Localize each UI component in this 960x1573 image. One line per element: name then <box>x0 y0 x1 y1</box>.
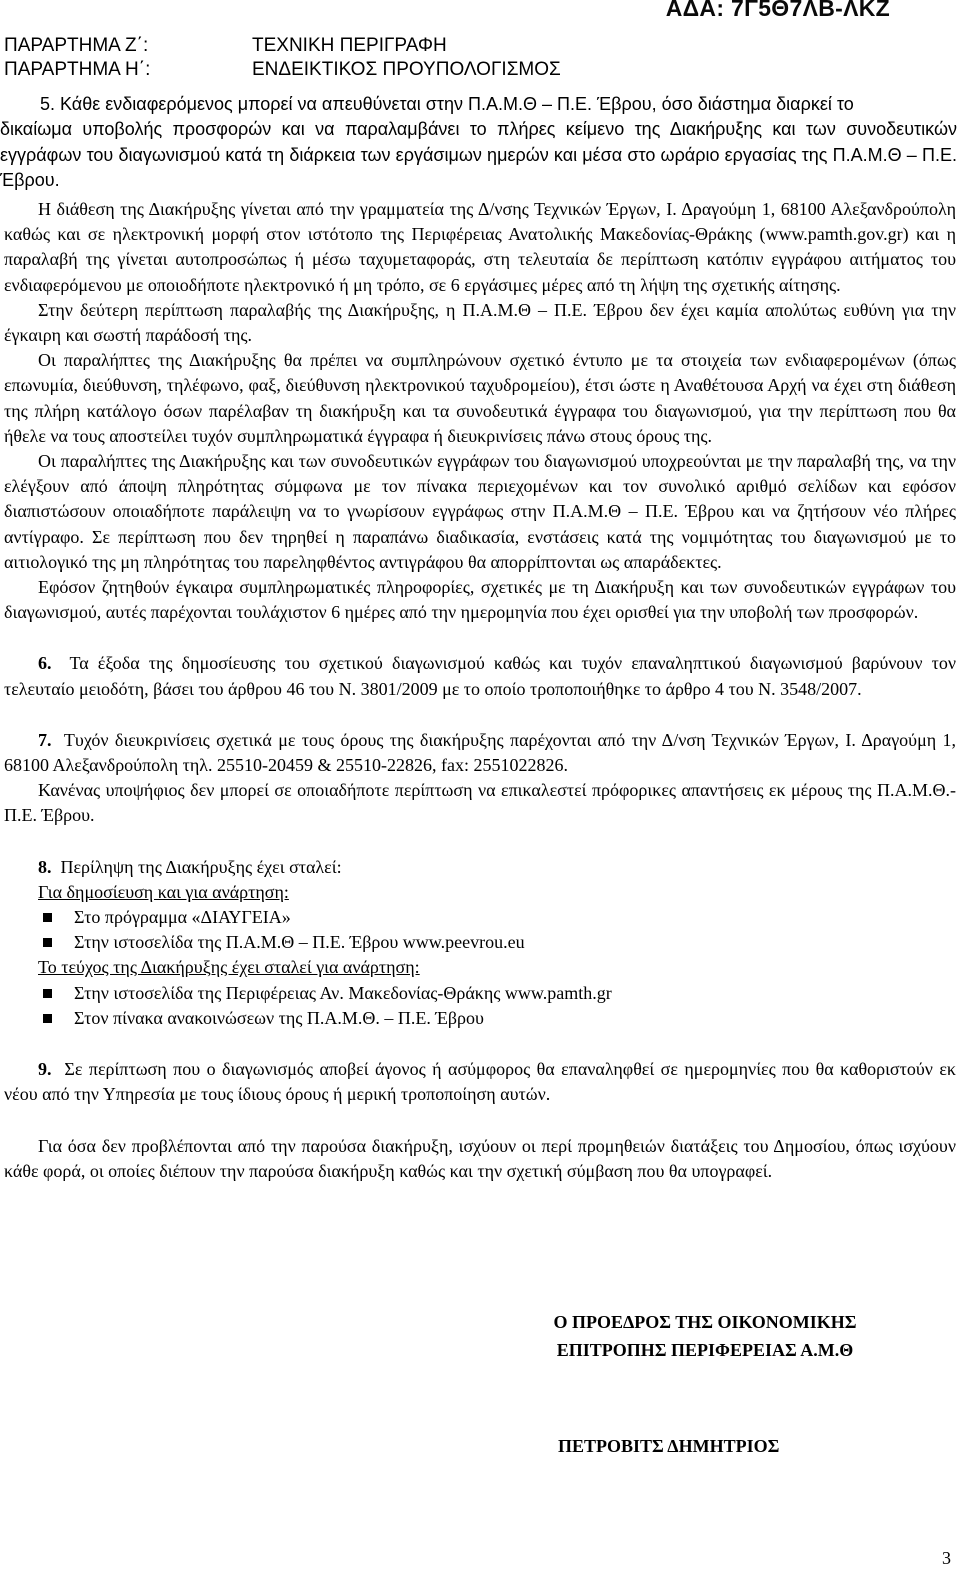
annex-row <box>4 35 447 57</box>
subheading: Για δημοσίευση και για ανάρτηση: <box>38 881 289 902</box>
item-8 <box>4 855 956 880</box>
paragraph: Οι παραλήπτες της Διακήρυξης θα πρέπει να συμπληρώνουν σχετικό έντυπο με τα στοιχεία των ενδιαφερομένων (όπως επωνυμία, διεύθυνση, τηλέφωνο, φαξ, διεύθυνση ηλεκτρονικού ταχυδρομείου), έτσι ώστε η Αναθέτουσα Αρχή να έχει στη διάθεση της πλήρη κατάλογο όσων παρέλαβαν τη διακήρυξη και τα συνοδευτικά έγγραφα του διαγωνισμού, για την περίπτωση που θα ήθελε να τους αποστείλει τυχόν συμπληρωματικά έγγραφα ή διευκρινίσεις πάνω στους όρους της. <box>4 350 956 446</box>
annex-title: ΕΝΔΕΙΚΤΙΚΟΣ ΠΡΟΥΠΟΛΟΓΙΣΜΟΣ <box>252 59 561 80</box>
paragraph: Η διάθεση της Διακήρυξης γίνεται από την γραμματεία της Δ/νσης Τεχνικών Έργων, Ι. Δραγούμη 1, 68100 Αλεξανδρούπολη καθώς και σε ηλεκτρονική μορφή στον ιστότοπο της Περιφέρειας Ανατολικής Μακεδονίας-Θράκης (www.pamth.gov.gr) και η παραλαβή της γίνεται αυτοπροσώπως ή μέσω ταχυμεταφοράς, στη τελευταία δε περίπτωση κατόπιν εγγράφου αιτήματος του ενδιαφερόμενου με οποιοδήποτε ηλεκτρονικό ή μη τρόπο, σε 6 εργάσιμες μέρες από τη λήψη της σχετικής αίτησης. <box>4 199 956 295</box>
signature-block <box>520 1308 890 1364</box>
paragraph: Στην δεύτερη περίπτωση παραλαβής της Διακήρυξης, η Π.Α.Μ.Θ – Π.Ε. Έβρου δεν έχει καμία απολύτως ευθύνη για την έγκαιρη και σωστή παράδοσή της. <box>4 299 956 346</box>
list-item-text: Στην ιστοσελίδα της Π.Α.Μ.Θ – Π.Ε. Έβρου www.peevrou.eu <box>74 932 525 953</box>
distribution-list <box>4 905 956 955</box>
list-item-text: Στην ιστοσελίδα της Περιφέρειας Αν. Μακεδονίας-Θράκης www.pamth.gr <box>74 982 612 1003</box>
item-text: Περίληψη της Διακήρυξης έχει σταλεί: <box>60 856 342 877</box>
annex-row <box>4 59 561 81</box>
square-bullet-icon <box>43 938 52 947</box>
list-item <box>4 930 956 955</box>
item-number: 8. <box>38 856 52 877</box>
annex-title: ΤΕΧΝΙΚΗ ΠΕΡΙΓΡΑΦΗ <box>252 35 447 56</box>
item-number: 6. <box>38 653 52 674</box>
item-6 <box>4 651 956 701</box>
document-body <box>4 197 956 1184</box>
distribution-list <box>4 981 956 1031</box>
item-number: 9. <box>38 1059 52 1080</box>
subheading: Το τεύχος της Διακήρυξης έχει σταλεί για ανάρτηση: <box>38 957 420 978</box>
signature-title: Ο ΠΡΟΕΔΡΟΣ ΤΗΣ ΟΙΚΟΝΟΜΙΚΗΣ <box>553 1312 857 1332</box>
list-item-text: Στον πίνακα ανακοινώσεων της Π.Α.Μ.Θ. – Π.Ε. Έβρου <box>74 1007 484 1028</box>
list-item <box>4 981 956 1006</box>
signatory-name: ΠΕΤΡΟΒΙΤΣ ΔΗΜΗΤΡΙΟΣ <box>558 1436 780 1456</box>
closing-paragraph: Για όσα δεν προβλέπονται από την παρούσα διακήρυξη, ισχύουν οι περί προμηθειών διατάξεις του Δημοσίου, όπως ισχύουν κάθε φορά, οι οποίες διέπουν την παρούσα διακήρυξη καθώς και την σχετική σύμβαση που θα υπογραφεί. <box>4 1135 956 1181</box>
ada-code: ΑΔΑ: 7Γ5Θ7ΛΒ-ΛΚΖ <box>665 0 890 21</box>
item-text: Σε περίπτωση που ο διαγωνισμός αποβεί άγονος ή ασύμφορος θα επαναληφθεί σε ημερομηνίες που θα καθοριστούν εκ νέου από την Υπηρεσία με τους ίδιους όρους ή μερική τροποποίηση αυτών. <box>4 1059 956 1105</box>
item-text: Τυχόν διευκρινίσεις σχετικά με τους όρους της διακήρυξης παρέχονται από την Δ/νση Τεχνικών Έργων, Ι. Δραγούμη 1, 68100 Αλεξανδρούπολη τηλ. 25510-20459 & 25510-22826, fax: 2551022826. <box>4 729 956 776</box>
paragraph: Οι παραλήπτες της Διακήρυξης και των συνοδευτικών εγγράφων του διαγωνισμού υποχρεούνται με την παραλαβή της, να την ελέγξουν από άποψη πληρότητας σύμφωνα με τον πίνακα περιεχομένων και τον συνολικό αριθμό σελίδων και εφόσον διαπιστώσουν οποιαδήποτε παράλειψη να το γνωρίσουν εγγράφως στην Π.Α.Μ.Θ – Π.Ε. Έβρου και να ζητήσουν νέο πλήρες αντίγραφο. Σε περίπτωση που δεν τηρηθεί η παραπάνω διαδικασία, ενστάσεις κατά της νομιμότητας του διαγωνισμού με το αιτιολογικό της μη πληρότητας του παρεληφθέντος αντιγράφου θα απορρίπτονται ως απαράδεκτες. <box>4 451 956 572</box>
list-item-text: Στο πρόγραμμα «ΔΙΑΥΓΕΙΑ» <box>74 907 291 928</box>
list-item <box>4 905 956 930</box>
signature-title: ΕΠΙΤΡΟΠΗΣ ΠΕΡΙΦΕΡΕΙΑΣ Α.Μ.Θ <box>556 1340 854 1360</box>
item-number: 7. <box>38 729 52 750</box>
item-5-first-line: 5. Κάθε ενδιαφερόμενος μπορεί να απευθύνεται στην Π.Α.Μ.Θ – Π.Ε. Έβρου, όσο διάστημα διαρκεί το <box>40 94 854 114</box>
item-7 <box>4 728 956 778</box>
annex-label: ΠΑΡΑΡΤΗΜΑ Ζ΄: <box>4 35 149 56</box>
item-5-continuation: δικαίωμα υποβολής προσφορών και να παραλαμβάνει το πλήρες κείμενο της Διακήρυξης και των συνοδευτικών εγγράφων του διαγωνισμού κατά τη διάρκεια των εργάσιμων ημερών και μέσα στο ωράριο εργασίας της Π.Α.Μ.Θ – Π.Ε. Έβρου. <box>0 119 957 190</box>
page-number: 3 <box>942 1548 951 1568</box>
annex-label: ΠΑΡΑΡΤΗΜΑ Η΄: <box>4 59 151 80</box>
paragraph: Κανένας υποψήφιος δεν μπορεί σε οποιαδήποτε περίπτωση να επικαλεστεί πρόφορικες απαντήσεις εκ μέρους της Π.Α.Μ.Θ.- Π.Ε. Έβρου. <box>4 780 956 826</box>
page-header <box>0 0 960 90</box>
square-bullet-icon <box>43 913 52 922</box>
list-item <box>4 1006 956 1031</box>
square-bullet-icon <box>43 989 52 998</box>
square-bullet-icon <box>43 1014 52 1023</box>
item-text: Τα έξοδα της δημοσίευσης του σχετικού διαγωνισμού καθώς και τυχόν επαναληπτικού διαγωνισμού βαρύνουν τον τελευταίο μειοδότη, βάσει του άρθρου 46 του Ν. 3801/2009 με το οποίο τροποποιήθηκε το άρθρο 4 του Ν. 3548/2007. <box>4 653 956 699</box>
paragraph: Εφόσον ζητηθούν έγκαιρα συμπληρωματικές πληροφορίες, σχετικές με τη Διακήρυξη και των συνοδευτικών εγγράφων του διαγωνισμού, αυτές παρέχονται τουλάχιστον 6 ημέρες από την ημερομηνία που έχει ορισθεί για την υποβολή των προσφορών. <box>4 577 956 623</box>
item-9 <box>4 1057 956 1107</box>
